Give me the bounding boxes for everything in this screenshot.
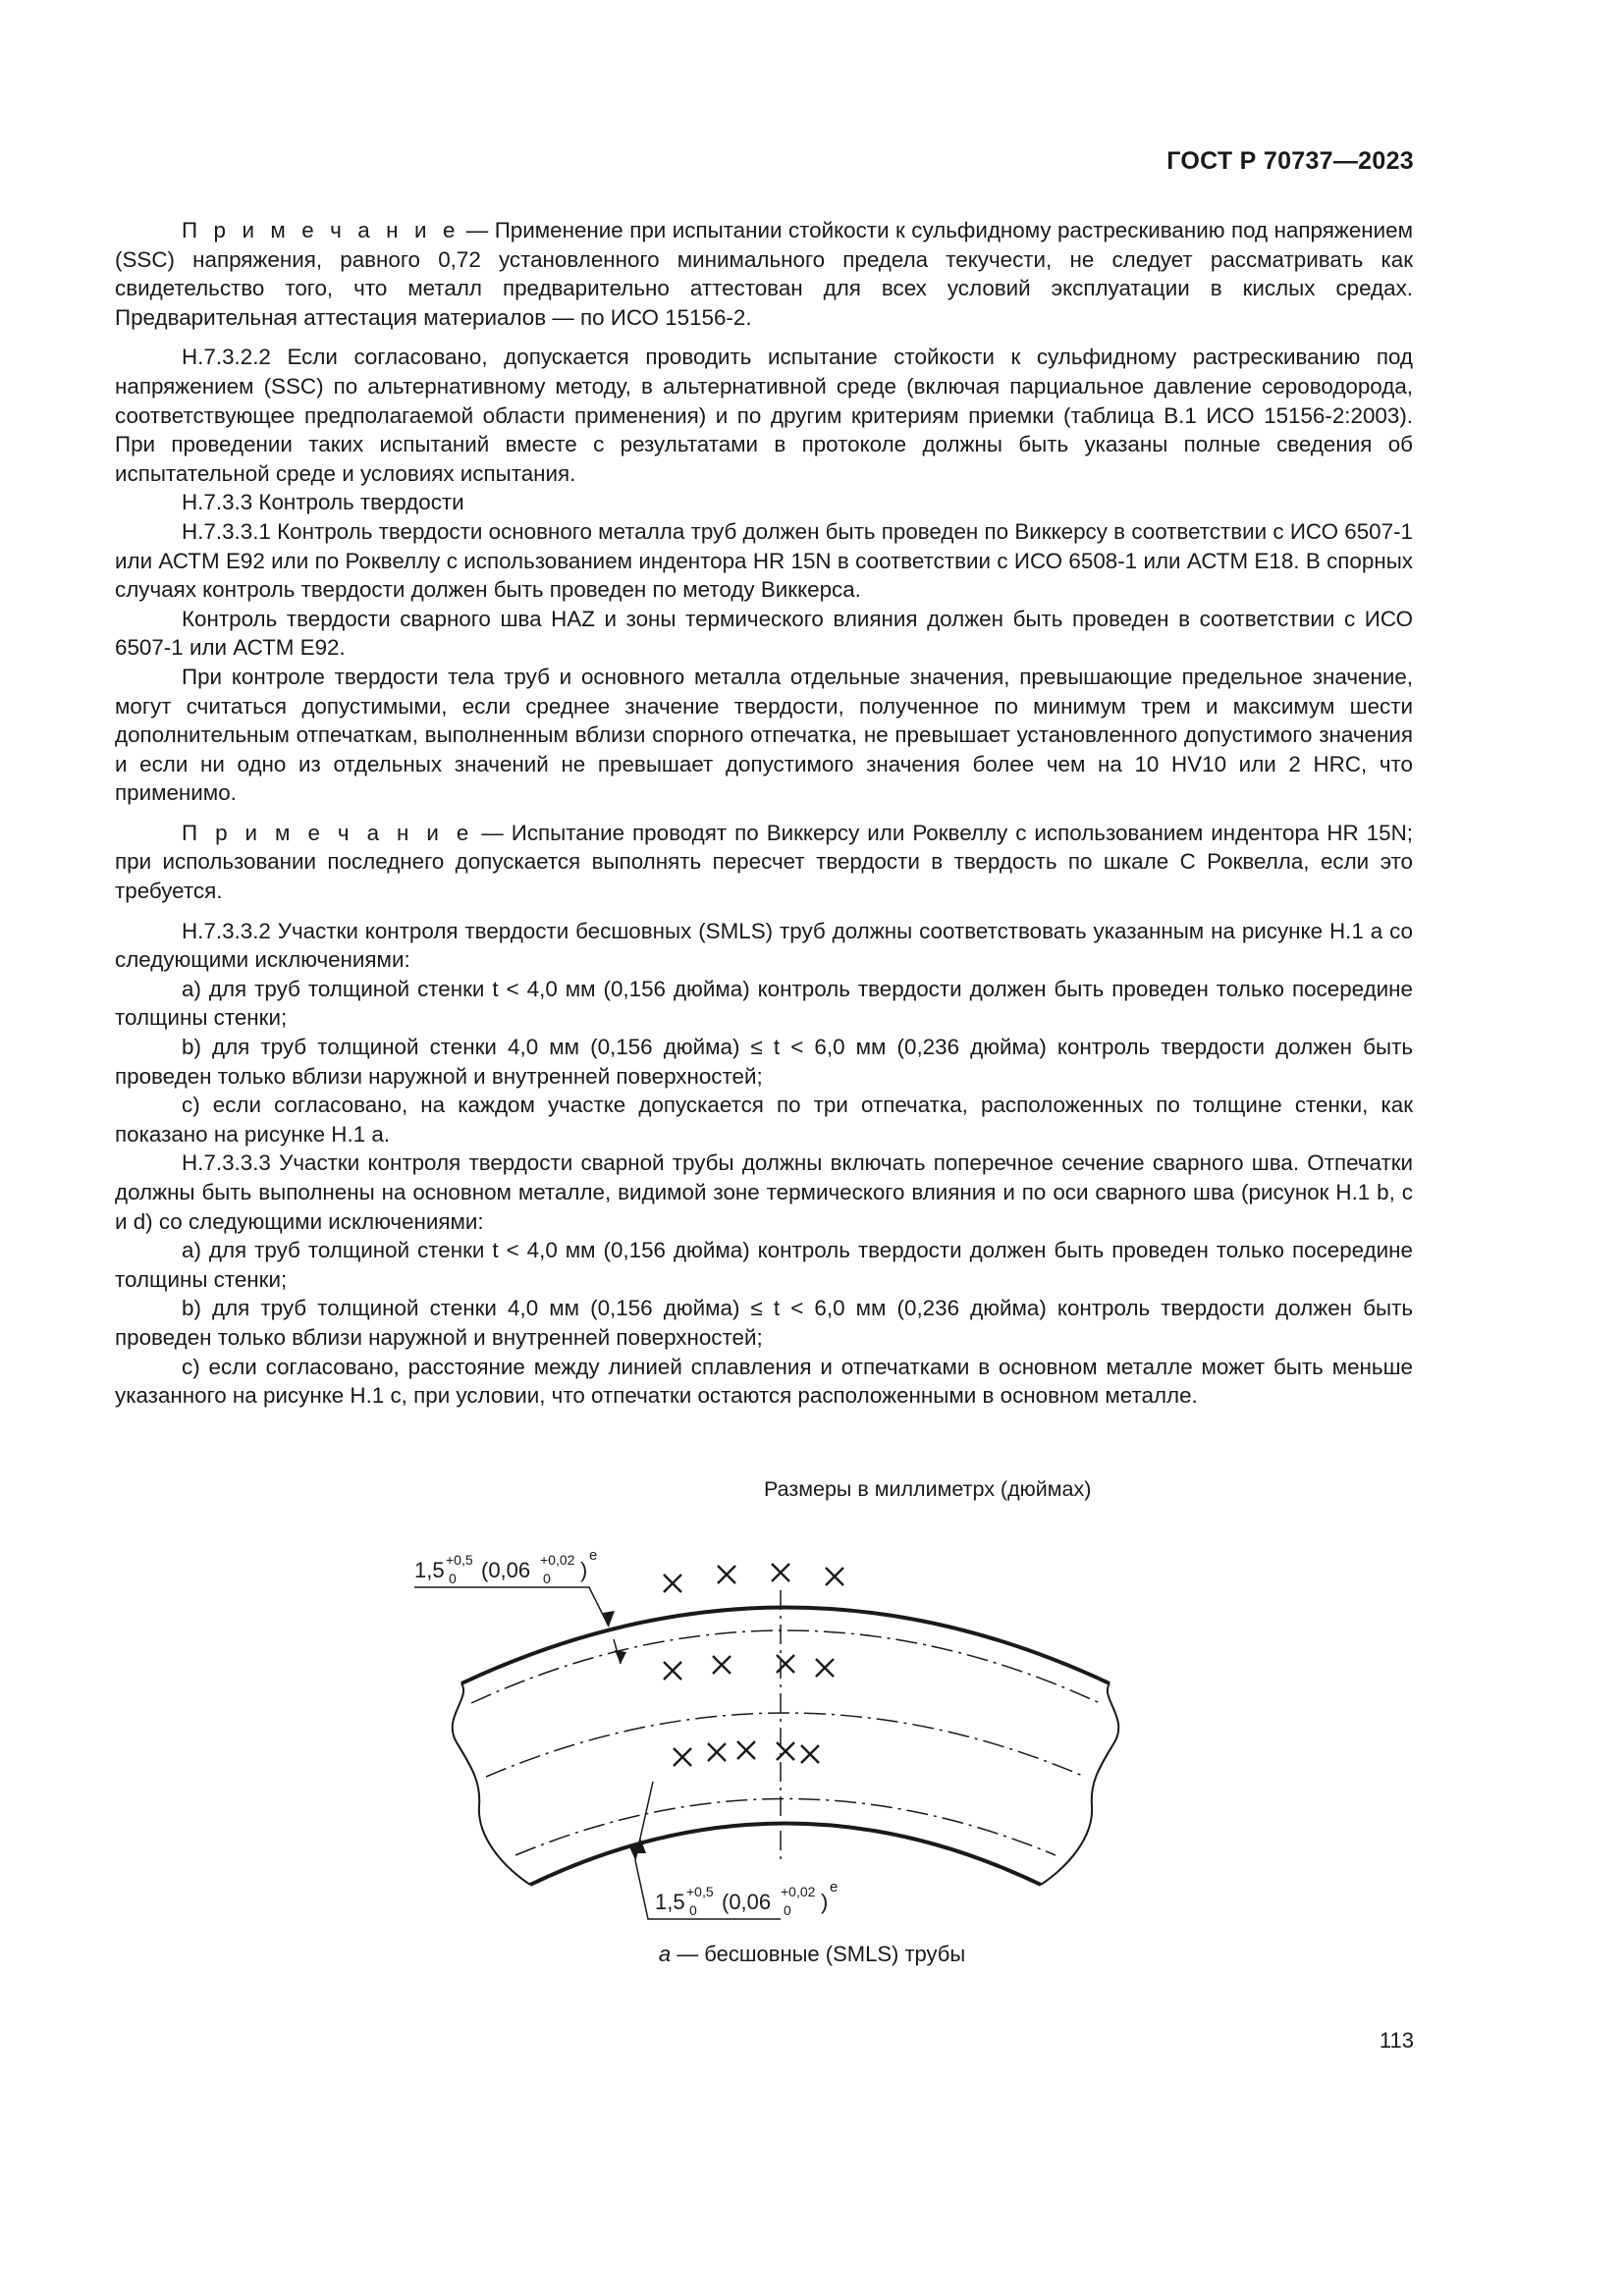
body-text	[115, 216, 1413, 1411]
paragraph: При контроле твердости тела труб и основного металла отдельные значения, превышающие предельное значение, могут считаться допустимыми, если среднее значение твердости, полученное по минимум трем и максимум шести дополнительным отпечаткам, выполненным вблизи спорного отпечатка, не превышает установленного допустимого значения и если ни одно из отдельных значений не превышает допустимого значения более чем на 10 HV10 или 2 HRC, что применимо.	[115, 664, 1413, 806]
indent-mark-icon	[664, 1575, 681, 1592]
indent-mark-icon	[718, 1566, 735, 1583]
dim-inch-tol-lower: 0	[784, 1902, 791, 1918]
inner-dashdot-line	[515, 1799, 1056, 1856]
caption-text: — бесшовные (SMLS) трубы	[671, 1942, 966, 1966]
leader-line-top	[414, 1587, 609, 1627]
paragraph: Контроль твердости сварного шва HAZ и зоны термического влияния должен быть проведен в соответствии с ИСО 6507-1 или АСТМ Е92.	[115, 606, 1413, 661]
dim-base: 1,5	[655, 1890, 685, 1914]
dim-inch-value: (0,06	[722, 1890, 772, 1914]
dim-inch-close: )	[580, 1558, 588, 1582]
figure-seamless-pipe	[393, 1517, 1139, 1929]
dim-inch-tol-upper: +0,02	[781, 1884, 816, 1899]
dim-footnote: e	[589, 1547, 598, 1564]
figure-caption	[0, 1942, 1624, 1967]
paragraph: H.7.3.3.2 Участки контроля твердости бесшовных (SMLS) труб должны соответствовать указанным на рисунке H.1 a со следующими исключениями:	[115, 918, 1413, 973]
paragraph: H.7.3.2.2 Если согласовано, допускается проводить испытание стойкости к сульфидному растрескиванию под напряжением (SSC) по альтернативному методу, в альтернативной среде (включая парциальное давление сероводорода, соответствующее предполагаемой области применения) и по другим критериям приемки (таблица B.1 ИСО 15156-2:2003). При проведении таких испытаний вместе с результатами в протоколе должны быть указаны полные сведения об испытательной среде и условиях испытания.	[115, 345, 1413, 486]
note-paragraph	[115, 216, 1413, 332]
dimensions-note: Размеры в миллиметрх (дюймах)	[764, 1477, 1092, 1501]
note-lead: П р и м е ч а н и е	[182, 218, 460, 242]
dim-inch-tol-upper: +0,02	[540, 1552, 575, 1568]
list-item: a) для труб толщиной стенки t < 4,0 мм (0,156 дюйма) контроль твердости должен быть проведен только посередине толщины стенки;	[115, 976, 1413, 1031]
list-item: c) если согласовано, расстояние между линией сплавления и отпечатками в основном металле может быть меньше указанного на рисунке H.1 c, при условии, что отпечатки остаются расположенными в основном металле.	[115, 1354, 1413, 1409]
dim-inch-close: )	[821, 1890, 829, 1914]
note-lead: П р и м е ч а н и е	[182, 820, 474, 845]
dim-footnote: e	[830, 1879, 839, 1896]
note-paragraph	[115, 819, 1413, 906]
outer-surface-line	[461, 1608, 1110, 1684]
indent-mark-icon	[826, 1568, 843, 1585]
dimension-label-top	[414, 1547, 597, 1586]
paragraph: H.7.3.3.3 Участки контроля твердости сварной трубы должны включать поперечное сечение сварного шва. Отпечатки должны быть выполнены на основном металле, видимой зоне термического влияния и по оси сварного шва (рисунок H.1 b, c и d) со следующими исключениями:	[115, 1150, 1413, 1234]
indent-mark-icon	[713, 1656, 731, 1674]
pipe-section-diagram	[393, 1517, 1139, 1929]
list-item: b) для труб толщиной стенки 4,0 мм (0,156 дюйма) ≤ t < 6,0 мм (0,236 дюйма) контроль твердости должен быть проведен только вблизи наружной и внутренней поверхностей;	[115, 1296, 1413, 1350]
paragraph: H.7.3.3.1 Контроль твердости основного металла труб должен быть проведен по Виккерсу в соответствии с ИСО 6507-1 или АСТМ Е92 или по Роквеллу с использованием индентора HR 15N в соответствии с ИСО 6508-1 или АСТМ Е18. В спорных случаях контроль твердости должен быть проведен по методу Виккерса.	[115, 518, 1413, 603]
indent-mark-icon	[674, 1748, 691, 1766]
indent-mark-icon	[801, 1745, 819, 1763]
indent-mark-icon	[777, 1655, 794, 1673]
paragraph-text: — Применение при испытании стойкости к сульфидному растрескиванию под напряжением (SSC) напряжения, равного 0,72 установленного минимального предела текучести, не следует рассматривать как свидетельство того, что металл предварительно аттестован для всех условий эксплуатации в кислых средах. Предварительная аттестация материалов — по ИСО 15156-2.	[115, 218, 1413, 330]
middle-dashdot-line	[486, 1713, 1085, 1777]
dimension-label-bottom	[655, 1879, 838, 1918]
dim-inch-tol-lower: 0	[543, 1571, 551, 1586]
indent-mark-icon	[777, 1742, 794, 1760]
dim-tol-upper: +0,5	[446, 1552, 473, 1568]
list-item: c) если согласовано, на каждом участке допускается по три отпечатка, расположенных по толщине стенки, как показано на рисунке H.1 a.	[115, 1093, 1413, 1147]
dim-tol-lower: 0	[449, 1571, 457, 1586]
inner-surface-line	[530, 1824, 1041, 1886]
section-heading: H.7.3.3 Контроль твердости	[182, 490, 464, 515]
dim-tol-upper: +0,5	[686, 1884, 714, 1899]
indent-mark-icon	[664, 1662, 681, 1680]
dim-tol-lower: 0	[689, 1902, 697, 1918]
list-item: a) для труб толщиной стенки t < 4,0 мм (0,156 дюйма) контроль твердости должен быть проведен только посередине толщины стенки;	[115, 1238, 1413, 1292]
indent-mark-icon	[816, 1659, 834, 1677]
dim-inch-value: (0,06	[481, 1558, 531, 1582]
list-item: b) для труб толщиной стенки 4,0 мм (0,156 дюйма) ≤ t < 6,0 мм (0,236 дюйма) контроль твердости должен быть проведен только вблизи наружной и внутренней поверхностей;	[115, 1035, 1413, 1089]
indent-mark-icon	[708, 1743, 726, 1761]
arrow-icon	[615, 1650, 626, 1664]
indent-mark-icon	[737, 1741, 755, 1759]
paragraph-text: — Испытание проводят по Виккерсу или Роквеллу с использованием индентора HR 15N; при использовании последнего допускается выполнять пересчет твердости в твердость по шкале С Роквелла, если это требуется.	[115, 820, 1413, 904]
standard-code: ГОСТ Р 70737—2023	[1166, 147, 1414, 175]
dim-base: 1,5	[414, 1558, 445, 1582]
caption-letter: a	[658, 1942, 672, 1966]
page-number: 113	[1379, 2028, 1414, 2053]
indent-mark-icon	[772, 1564, 789, 1581]
